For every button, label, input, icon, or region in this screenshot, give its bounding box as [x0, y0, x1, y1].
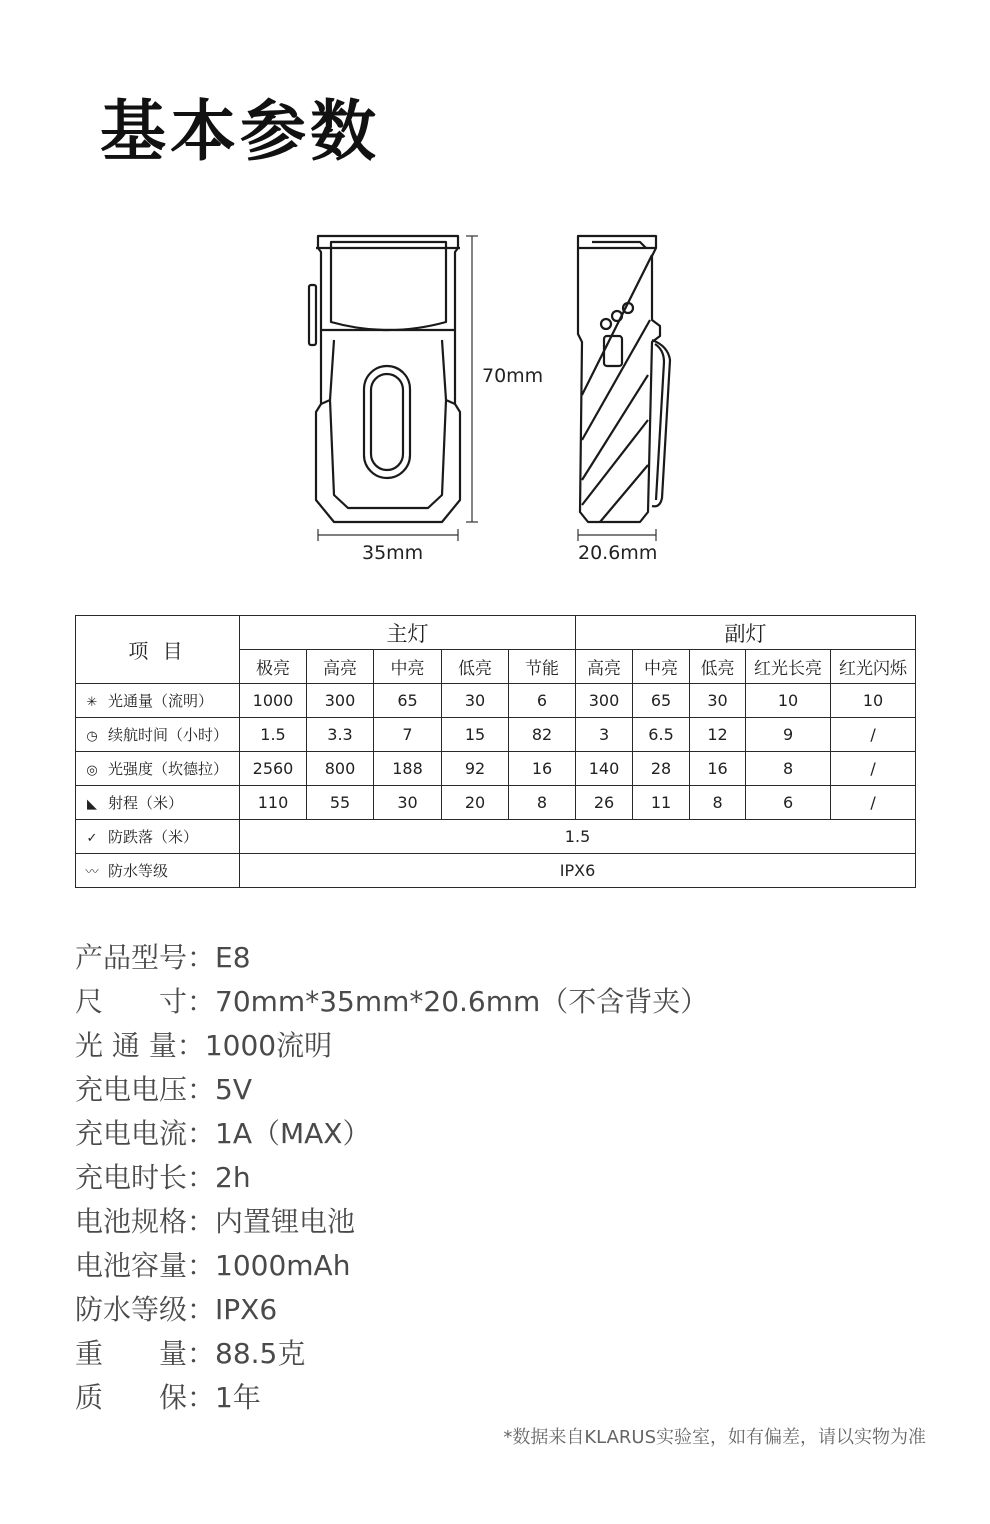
list-item	[75, 1376, 708, 1420]
table-cell: 15	[442, 718, 509, 752]
spec-table	[75, 615, 916, 888]
table-row	[76, 820, 916, 854]
mode-header: 极亮	[240, 650, 307, 684]
table-cell: 11	[633, 786, 690, 820]
table-cell: 12	[690, 718, 746, 752]
spec-value: 5V	[215, 1073, 252, 1106]
table-cell: 1.5	[240, 718, 307, 752]
side-view	[578, 236, 670, 522]
depth-dimension: 20.6mm	[578, 542, 658, 564]
spec-label: 充电电流：	[75, 1117, 216, 1150]
table-cell: 8	[690, 786, 746, 820]
footnote: *数据来自KLARUS实验室，如有偏差，请以实物为准	[503, 1427, 926, 1448]
table-cell: /	[831, 752, 916, 786]
spec-label: 充电电压：	[75, 1073, 216, 1106]
list-item	[75, 1332, 708, 1376]
table-cell: 28	[633, 752, 690, 786]
spec-label: 重 量：	[75, 1337, 216, 1370]
beam-distance-icon: ◣	[87, 797, 97, 812]
spec-label: 尺 寸：	[75, 985, 216, 1018]
main-light-header: 主灯	[240, 616, 576, 650]
mode-header: 高亮	[576, 650, 633, 684]
table-row	[76, 786, 916, 820]
spec-value: 70mm*35mm*20.6mm（不含背夹）	[215, 985, 709, 1018]
spec-label: 电池容量：	[75, 1249, 216, 1282]
spec-label: 电池规格：	[75, 1205, 216, 1238]
mode-header: 高亮	[307, 650, 374, 684]
list-item	[75, 1244, 708, 1288]
mode-header: 低亮	[690, 650, 746, 684]
width-dimension: 35mm	[362, 542, 424, 564]
table-cell: 30	[374, 786, 442, 820]
table-row	[76, 752, 916, 786]
row-label: 光通量（流明）	[108, 692, 214, 710]
table-cell: 10	[746, 684, 831, 718]
mode-header: 中亮	[374, 650, 442, 684]
table-cell: 9	[746, 718, 831, 752]
spec-list	[75, 936, 708, 1420]
mode-header: 红光长亮	[746, 650, 831, 684]
row-label: 防跌落（米）	[108, 828, 199, 846]
spec-value: 1年	[215, 1381, 261, 1414]
table-cell: 300	[307, 684, 374, 718]
list-item	[75, 1156, 708, 1200]
spec-value: 2h	[215, 1161, 251, 1194]
table-cell: 20	[442, 786, 509, 820]
row-label: 防水等级	[108, 862, 169, 880]
spec-label: 充电时长：	[75, 1161, 216, 1194]
table-row	[76, 718, 916, 752]
table-cell: 30	[690, 684, 746, 718]
table-cell: 300	[576, 684, 633, 718]
list-item	[75, 1068, 708, 1112]
table-cell: 92	[442, 752, 509, 786]
mode-header: 红光闪烁	[831, 650, 916, 684]
spec-value: 1000mAh	[215, 1249, 351, 1282]
list-item	[75, 1024, 708, 1068]
table-cell: 8	[746, 752, 831, 786]
page-title: 基本参数	[100, 93, 380, 170]
table-cell: 30	[442, 684, 509, 718]
spec-label: 防水等级：	[75, 1293, 216, 1326]
table-row	[76, 854, 916, 888]
table-cell: 65	[633, 684, 690, 718]
list-item	[75, 936, 708, 980]
table-cell: /	[831, 718, 916, 752]
table-cell: 188	[374, 752, 442, 786]
height-dimension: 70mm	[482, 365, 544, 387]
table-cell: /	[831, 786, 916, 820]
lumens-icon: ✳	[86, 695, 98, 710]
list-item	[75, 1200, 708, 1244]
table-cell: 140	[576, 752, 633, 786]
list-item	[75, 1288, 708, 1332]
impact-value: 1.5	[240, 820, 916, 854]
table-cell: 6	[746, 786, 831, 820]
table-cell: 3.3	[307, 718, 374, 752]
list-item	[75, 1112, 708, 1156]
table-cell: 26	[576, 786, 633, 820]
table-cell: 3	[576, 718, 633, 752]
mode-header: 中亮	[633, 650, 690, 684]
spec-label: 产品型号：	[75, 941, 216, 974]
table-cell: 16	[690, 752, 746, 786]
table-cell: 1000	[240, 684, 307, 718]
mode-header: 低亮	[442, 650, 509, 684]
table-cell: 2560	[240, 752, 307, 786]
waterproof-icon: 〰	[85, 865, 99, 880]
table-cell: 6.5	[633, 718, 690, 752]
table-cell: 16	[509, 752, 576, 786]
table-cell: 55	[307, 786, 374, 820]
table-cell: 65	[374, 684, 442, 718]
intensity-icon: ◎	[86, 763, 98, 778]
table-cell: 6	[509, 684, 576, 718]
spec-value: 88.5克	[215, 1337, 306, 1370]
spec-label: 光 通 量：	[75, 1029, 205, 1062]
table-cell: 800	[307, 752, 374, 786]
spec-value: 内置锂电池	[215, 1205, 356, 1238]
table-cell: 7	[374, 718, 442, 752]
spec-value: 1A（MAX）	[215, 1117, 371, 1150]
sub-light-header: 副灯	[576, 616, 916, 650]
waterproof-value: IPX6	[240, 854, 916, 888]
row-label: 续航时间（小时）	[108, 726, 229, 744]
spec-value: E8	[215, 941, 251, 974]
list-item	[75, 980, 708, 1024]
clock-icon: ◷	[86, 729, 98, 744]
mode-header: 节能	[509, 650, 576, 684]
spec-value: 1000流明	[204, 1029, 333, 1062]
item-header: 项 目	[76, 616, 240, 684]
row-label: 光强度（坎德拉）	[108, 760, 229, 778]
spec-value: IPX6	[215, 1293, 278, 1326]
row-label: 射程（米）	[108, 794, 184, 812]
table-cell: 82	[509, 718, 576, 752]
product-drawing	[0, 0, 990, 580]
spec-label: 质 保：	[75, 1381, 216, 1414]
front-view	[309, 236, 460, 522]
table-cell: 110	[240, 786, 307, 820]
table-cell: 8	[509, 786, 576, 820]
table-cell: 10	[831, 684, 916, 718]
table-row	[76, 684, 916, 718]
impact-icon: ✓	[86, 831, 98, 846]
